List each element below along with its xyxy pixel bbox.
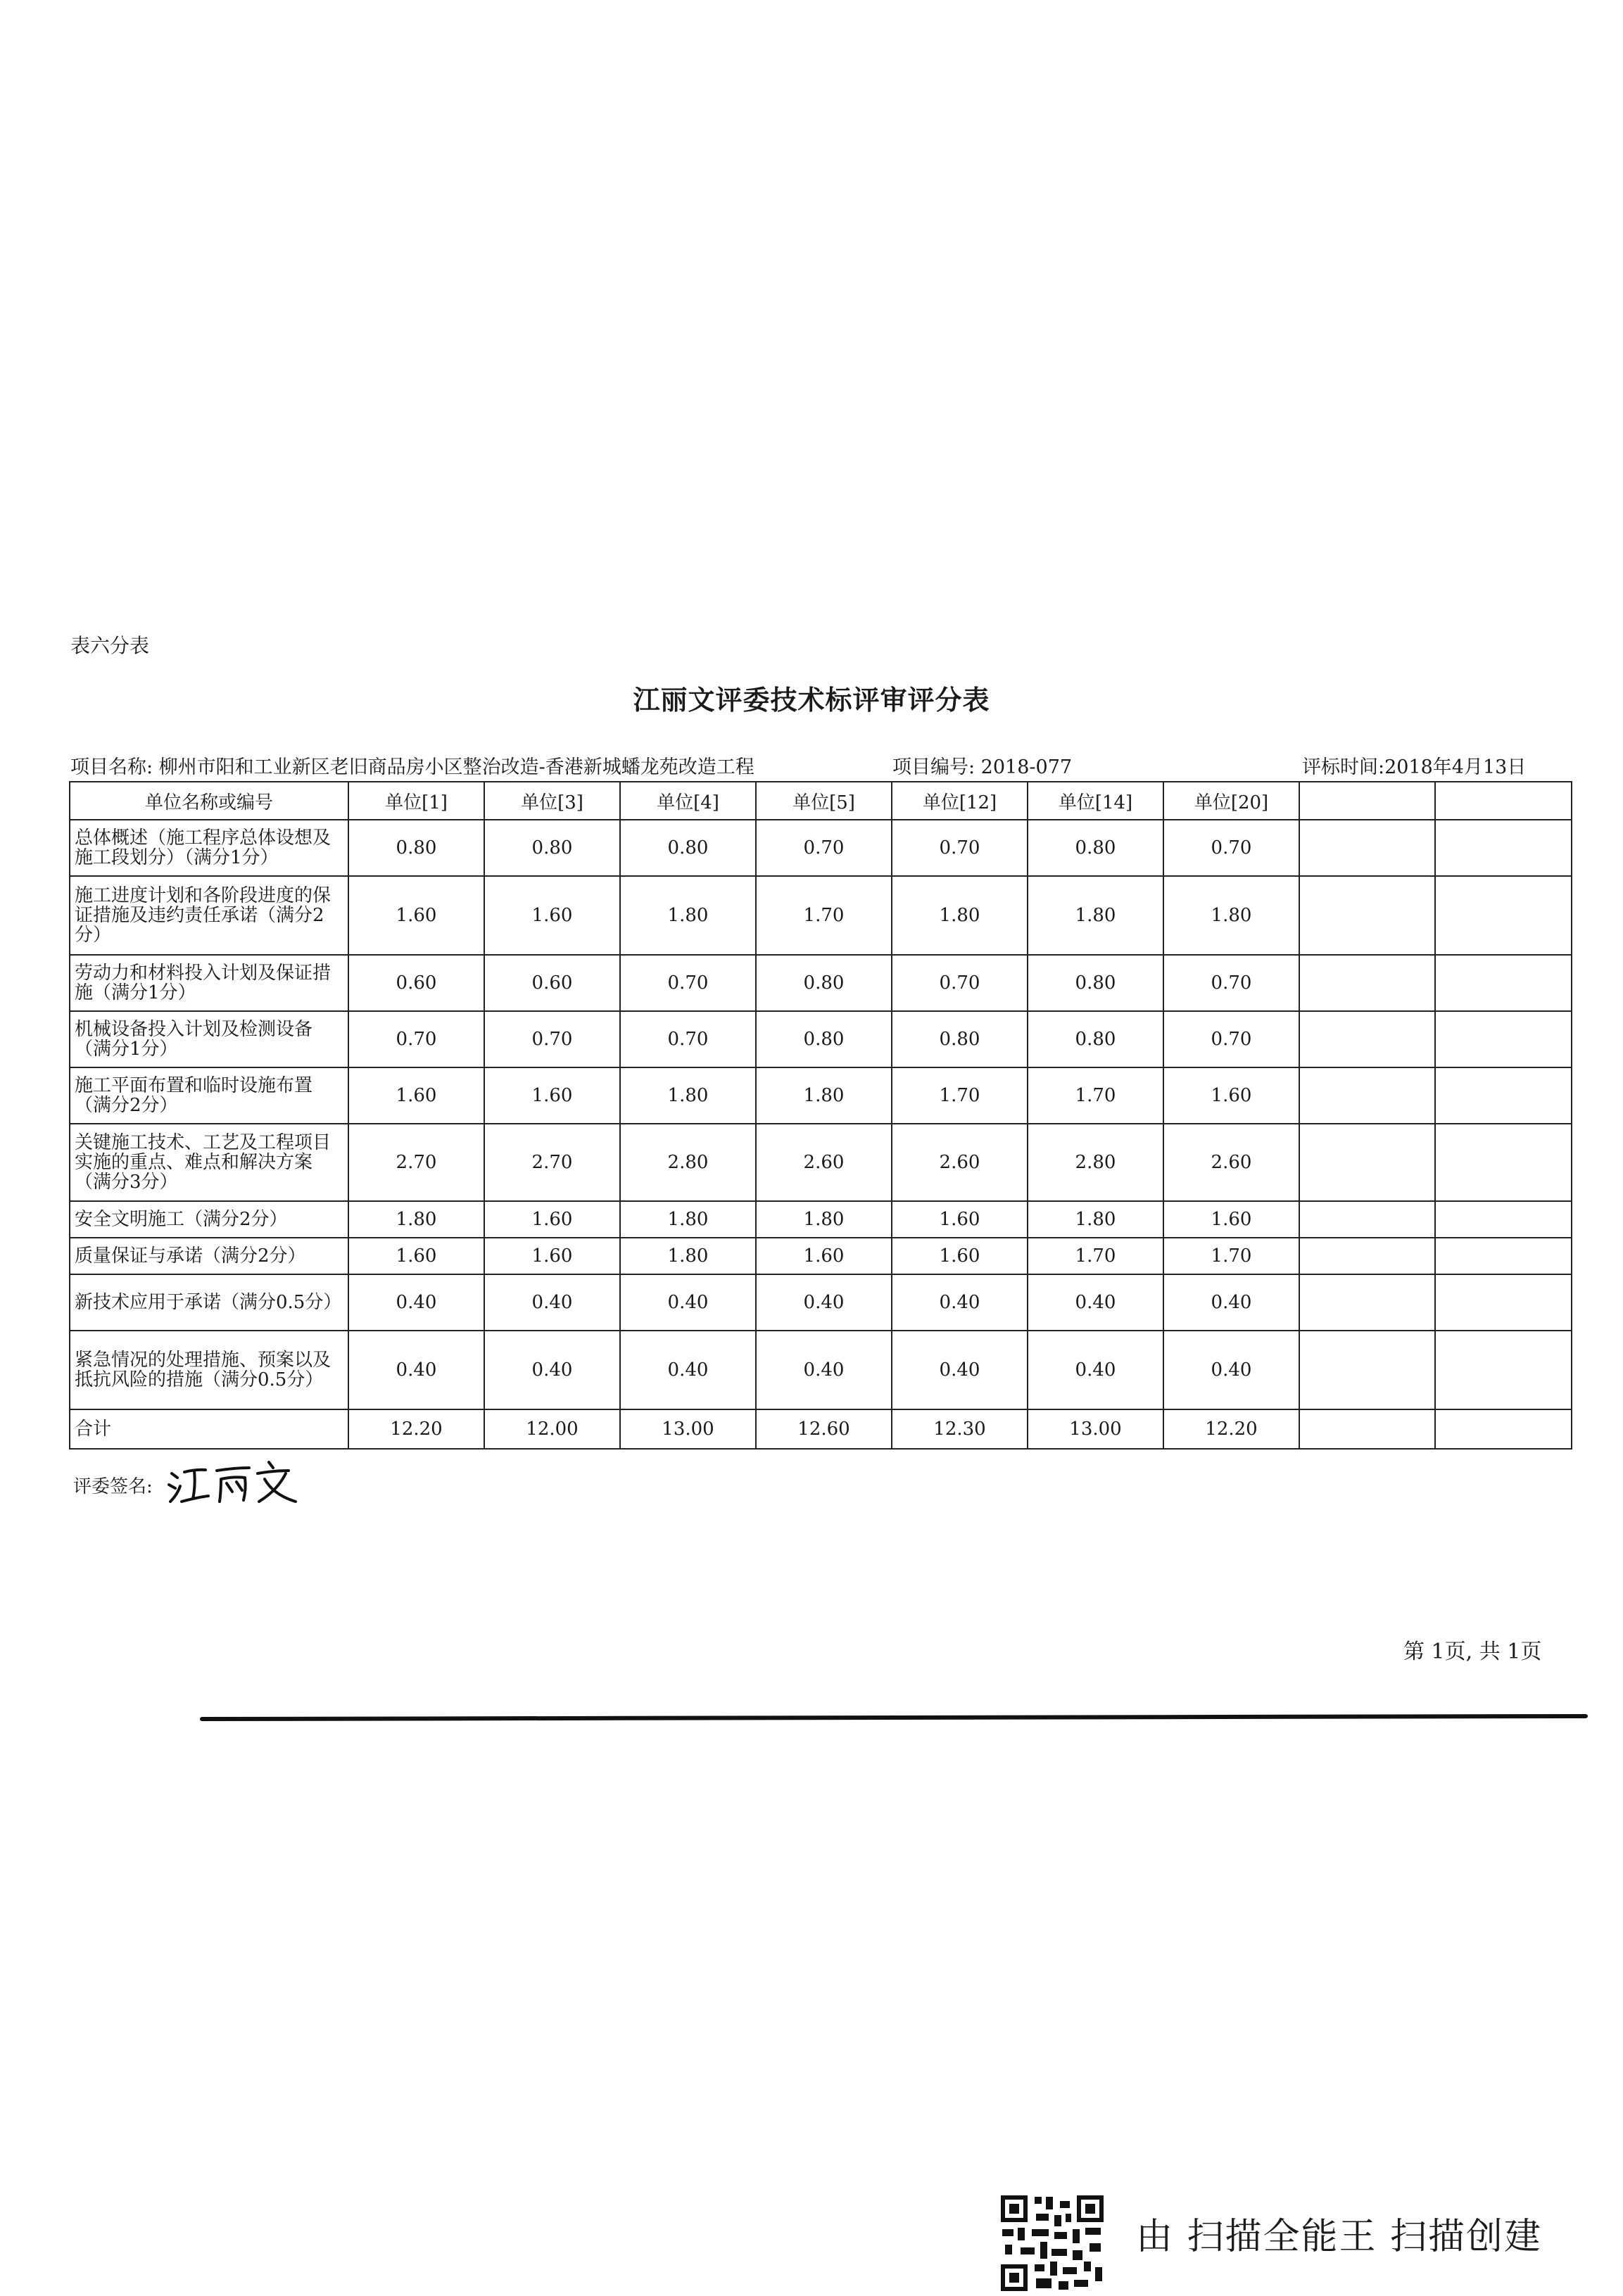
score-cell: 0.70 [892, 820, 1028, 876]
score-cell [1299, 1331, 1435, 1409]
score-cell: 0.40 [484, 1331, 620, 1409]
table-row [70, 955, 1572, 1011]
score-cell: 0.60 [484, 955, 620, 1011]
criterion-cell: 总体概述（施工程序总体设想及施工段划分）（满分1分） [70, 820, 348, 876]
score-cell: 0.40 [1163, 1331, 1299, 1409]
score-cell: 0.80 [620, 820, 756, 876]
score-cell: 1.70 [756, 876, 892, 955]
score-cell: 0.70 [484, 1011, 620, 1067]
signature-label: 评委签名: [73, 1476, 153, 1497]
table-row [70, 1067, 1572, 1124]
score-cell: 2.70 [348, 1124, 484, 1201]
score-cell [1299, 955, 1435, 1011]
criterion-cell: 紧急情况的处理措施、预案以及抵抗风险的措施（满分0.5分） [70, 1331, 348, 1409]
score-cell [1435, 1124, 1572, 1201]
score-cell: 0.40 [1163, 1274, 1299, 1331]
score-cell: 1.70 [1028, 1067, 1163, 1124]
score-cell: 0.40 [620, 1331, 756, 1409]
score-cell: 0.40 [1028, 1331, 1163, 1409]
score-cell: 1.80 [620, 1067, 756, 1124]
score-cell [1435, 820, 1572, 876]
score-cell [1435, 1067, 1572, 1124]
score-cell: 0.70 [1163, 955, 1299, 1011]
qr-code-icon [999, 2194, 1105, 2292]
score-cell [1299, 1238, 1435, 1274]
score-cell: 12.20 [348, 1409, 484, 1449]
score-cell: 0.70 [1163, 820, 1299, 876]
score-cell: 1.80 [892, 876, 1028, 955]
score-cell: 1.70 [1163, 1238, 1299, 1274]
table-label: 表六分表 [70, 634, 150, 657]
score-cell: 1.60 [756, 1238, 892, 1274]
score-cell [1299, 1067, 1435, 1124]
criterion-cell: 质量保证与承诺（满分2分） [70, 1238, 348, 1274]
table-row [70, 1274, 1572, 1331]
header-cell: 单位[20] [1163, 782, 1299, 820]
score-cell: 0.80 [756, 955, 892, 1011]
score-cell: 1.60 [484, 876, 620, 955]
score-cell: 12.60 [756, 1409, 892, 1449]
score-cell: 1.80 [620, 876, 756, 955]
table-row [70, 876, 1572, 955]
score-cell: 2.60 [1163, 1124, 1299, 1201]
table-row [70, 1331, 1572, 1409]
handwritten-signature [166, 1458, 300, 1507]
horizontal-rule [200, 1714, 1588, 1721]
score-cell: 1.60 [484, 1201, 620, 1238]
table-row [70, 1124, 1572, 1201]
table-row [70, 1409, 1572, 1449]
score-cell: 0.40 [892, 1274, 1028, 1331]
score-cell: 1.80 [1163, 876, 1299, 955]
table-header-row [70, 782, 1572, 820]
score-cell: 1.80 [348, 1201, 484, 1238]
score-cell [1299, 1011, 1435, 1067]
score-cell: 0.80 [1028, 955, 1163, 1011]
score-cell: 0.40 [756, 1331, 892, 1409]
criterion-cell: 劳动力和材料投入计划及保证措施（满分1分） [70, 955, 348, 1011]
score-cell: 12.20 [1163, 1409, 1299, 1449]
score-cell: 2.80 [620, 1124, 756, 1201]
score-cell: 0.70 [620, 1011, 756, 1067]
score-cell: 1.60 [484, 1238, 620, 1274]
score-cell: 0.80 [756, 1011, 892, 1067]
project-number: 项目编号: 2018-077 [892, 756, 1073, 778]
score-cell [1435, 1201, 1572, 1238]
score-cell: 1.60 [892, 1238, 1028, 1274]
score-cell: 1.60 [892, 1201, 1028, 1238]
score-cell: 0.40 [484, 1274, 620, 1331]
score-cell: 13.00 [1028, 1409, 1163, 1449]
score-cell: 0.70 [1163, 1011, 1299, 1067]
score-cell: 2.60 [756, 1124, 892, 1201]
score-cell [1435, 1238, 1572, 1274]
score-cell: 0.40 [620, 1274, 756, 1331]
project-name: 项目名称: 柳州市阳和工业新区老旧商品房小区整治改造-香港新城蟠龙苑改造工程 [70, 756, 754, 778]
table-row [70, 1201, 1572, 1238]
score-cell [1435, 1011, 1572, 1067]
score-cell: 12.30 [892, 1409, 1028, 1449]
header-cell [1299, 782, 1435, 820]
score-cell: 1.70 [1028, 1238, 1163, 1274]
score-cell: 0.40 [1028, 1274, 1163, 1331]
table-row [70, 820, 1572, 876]
score-cell: 2.80 [1028, 1124, 1163, 1201]
score-cell [1435, 1331, 1572, 1409]
score-cell: 0.80 [348, 820, 484, 876]
score-cell [1299, 876, 1435, 955]
score-cell: 1.60 [348, 1067, 484, 1124]
score-cell: 1.60 [484, 1067, 620, 1124]
header-cell: 单位[12] [892, 782, 1028, 820]
header-cell: 单位[5] [756, 782, 892, 820]
score-cell: 0.40 [348, 1274, 484, 1331]
score-cell [1299, 820, 1435, 876]
header-cell: 单位[3] [484, 782, 620, 820]
score-cell: 0.60 [348, 955, 484, 1011]
header-cell: 单位[14] [1028, 782, 1163, 820]
score-cell: 13.00 [620, 1409, 756, 1449]
score-cell [1435, 955, 1572, 1011]
score-cell: 1.80 [756, 1067, 892, 1124]
score-cell [1299, 1124, 1435, 1201]
score-cell: 12.00 [484, 1409, 620, 1449]
score-cell [1299, 1201, 1435, 1238]
score-cell: 1.60 [348, 1238, 484, 1274]
table-row [70, 1011, 1572, 1067]
review-date: 评标时间:2018年4月13日 [1302, 756, 1527, 778]
header-cell [1435, 782, 1572, 820]
criterion-cell: 合计 [70, 1409, 348, 1449]
criterion-cell: 施工平面布置和临时设施布置（满分2分） [70, 1067, 348, 1124]
score-cell: 0.40 [892, 1331, 1028, 1409]
score-cell: 1.60 [348, 876, 484, 955]
page-number: 第 1页, 共 1页 [1403, 1639, 1542, 1664]
header-cell: 单位[4] [620, 782, 756, 820]
score-cell: 0.80 [1028, 820, 1163, 876]
criterion-cell: 安全文明施工（满分2分） [70, 1201, 348, 1238]
score-cell: 0.70 [892, 955, 1028, 1011]
score-cell: 2.70 [484, 1124, 620, 1201]
score-cell: 1.60 [1163, 1201, 1299, 1238]
score-cell: 0.70 [348, 1011, 484, 1067]
score-cell: 0.70 [756, 820, 892, 876]
score-cell [1435, 876, 1572, 955]
criterion-cell: 新技术应用于承诺（满分0.5分） [70, 1274, 348, 1331]
score-cell: 0.80 [892, 1011, 1028, 1067]
score-cell [1435, 1274, 1572, 1331]
score-cell [1299, 1409, 1435, 1449]
score-table [69, 781, 1572, 1450]
score-cell: 1.80 [1028, 1201, 1163, 1238]
criterion-cell: 机械设备投入计划及检测设备（满分1分） [70, 1011, 348, 1067]
score-cell: 1.80 [1028, 876, 1163, 955]
score-cell: 1.80 [620, 1238, 756, 1274]
score-cell: 2.60 [892, 1124, 1028, 1201]
criterion-cell: 关键施工技术、工艺及工程项目实施的重点、难点和解决方案（满分3分） [70, 1124, 348, 1201]
scan-watermark-text: 由 扫描全能王 扫描创建 [1136, 2216, 1543, 2258]
score-cell: 0.40 [756, 1274, 892, 1331]
document-title: 江丽文评委技术标评审评分表 [633, 684, 990, 716]
score-cell: 0.80 [1028, 1011, 1163, 1067]
score-cell: 0.70 [620, 955, 756, 1011]
score-cell: 1.80 [620, 1201, 756, 1238]
score-cell [1299, 1274, 1435, 1331]
score-cell: 0.80 [484, 820, 620, 876]
score-cell: 1.60 [1163, 1067, 1299, 1124]
score-cell [1435, 1409, 1572, 1449]
score-cell: 0.40 [348, 1331, 484, 1409]
table-row [70, 1238, 1572, 1274]
header-cell: 单位名称或编号 [70, 782, 348, 820]
score-cell: 1.70 [892, 1067, 1028, 1124]
score-cell: 1.80 [756, 1201, 892, 1238]
header-cell: 单位[1] [348, 782, 484, 820]
criterion-cell: 施工进度计划和各阶段进度的保证措施及违约责任承诺（满分2分） [70, 876, 348, 955]
